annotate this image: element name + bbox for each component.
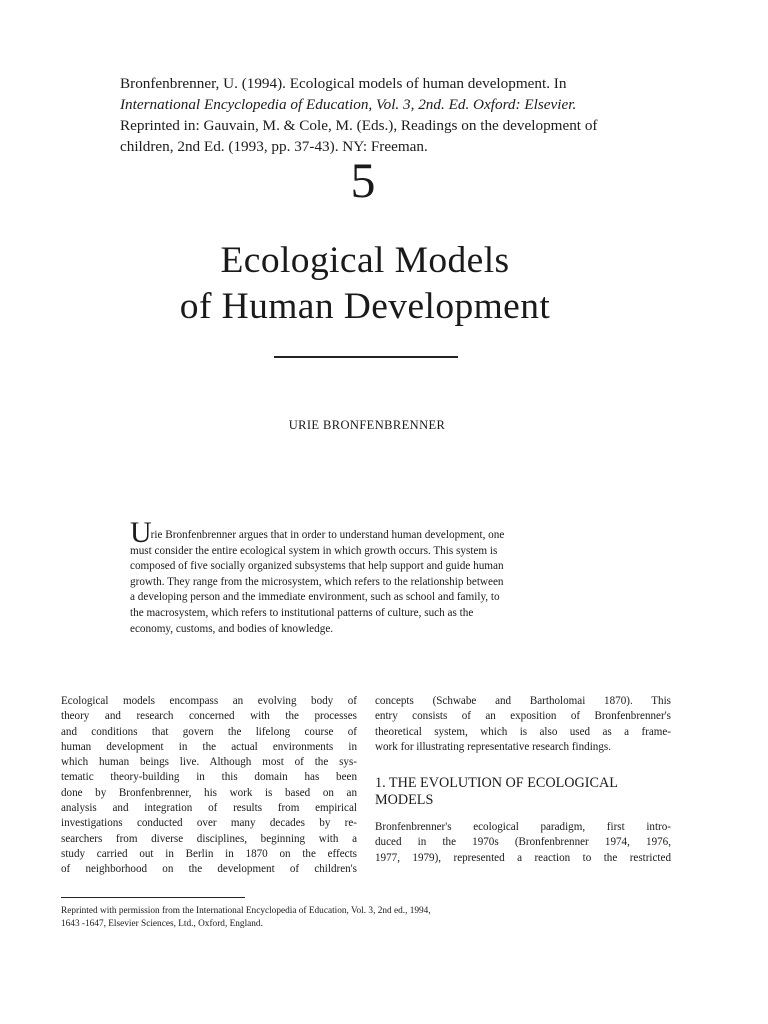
chapter-title bbox=[0, 238, 730, 330]
footnote-line-2: 1643 -1647, Elsevier Sciences, Ltd., Oxford, England. bbox=[61, 918, 263, 929]
body-line: duced in the 1970s (Bronfenbrenner 1974, 1976, bbox=[375, 836, 671, 849]
body-line: concepts (Schwabe and Bartholomai 1870). This bbox=[375, 695, 671, 707]
body-line: theory and research concerned with the processes bbox=[61, 710, 357, 723]
citation-line: children, 2nd Ed. (1993, pp. 37-43). NY: Freeman. bbox=[120, 138, 428, 155]
body-line: study carried out in Berlin in 1870 on the effects bbox=[61, 847, 357, 860]
body-line: entry consists of an exposition of Bronfenbrenner's bbox=[375, 710, 671, 723]
body-line: Bronfenbrenner's ecological paradigm, first intro- bbox=[375, 821, 671, 834]
body-line: Ecological models encompass an evolving body of bbox=[61, 695, 357, 707]
abstract-line-text: rie Bronfenbrenner argues that in order to understand human development, one bbox=[150, 529, 505, 541]
body-line: investigations conducted over many decades by re- bbox=[61, 817, 357, 830]
abstract bbox=[130, 516, 590, 637]
body-line: which human beings live. Although most of the sys- bbox=[61, 756, 357, 769]
body-line: done by Bronfenbrenner, his work is based on an bbox=[61, 786, 357, 799]
citation-line bbox=[120, 94, 700, 115]
body-right-column bbox=[375, 694, 671, 866]
chapter-title-line-2: of Human Development bbox=[179, 286, 551, 327]
citation-line: Reprinted in: Gauvain, M. & Cole, M. (Eds.), Readings on the development of bbox=[120, 117, 598, 134]
abstract-line: composed of five socially organized subsystems that help support and guide human bbox=[130, 560, 504, 573]
section-heading-line-1: 1. THE EVOLUTION OF ECOLOGICAL bbox=[375, 775, 618, 792]
body-line: tematic theory-building in this domain has been bbox=[61, 771, 357, 784]
abstract-line: must consider the entire ecological system in which growth occurs. This system is bbox=[130, 544, 498, 557]
section-heading-line-2: MODELS bbox=[375, 791, 434, 808]
abstract-line bbox=[130, 516, 590, 549]
body-line: work for illustrating representative research findings. bbox=[375, 740, 611, 753]
body-left-column bbox=[61, 694, 357, 878]
body-line: human development in the actual environments in bbox=[61, 740, 357, 753]
citation-block bbox=[120, 73, 700, 157]
citation-line-text: International Encyclopedia of Education, Vol. 3, 2nd. Ed. Oxford: Elsevier. bbox=[120, 96, 577, 113]
footnote bbox=[61, 905, 561, 930]
chapter-number: 5 bbox=[350, 152, 376, 208]
footnote-line-1: Reprinted with permission from the International Encyclopedia of Education, Vol. 3, 2nd ed., 1994, bbox=[61, 906, 431, 916]
abstract-line: growth. They range from the microsystem, which refers to the relationship between bbox=[130, 575, 504, 588]
section-heading bbox=[375, 775, 671, 808]
body-line: 1977, 1979), represented a reaction to the restricted bbox=[375, 851, 671, 864]
body-line: searchers from diverse disciplines, beginning with a bbox=[61, 832, 357, 845]
author-name: URIE BRONFENBRENNER bbox=[288, 418, 446, 432]
abstract-line: a developing person and the immediate environment, such as school and family, to bbox=[130, 591, 500, 604]
body-line: and conditions that govern the lifelong course of bbox=[61, 725, 357, 738]
abstract-line: economy, customs, and bodies of knowledge. bbox=[130, 622, 334, 635]
citation-line: Bronfenbrenner, U. (1994). Ecological models of human development. In bbox=[120, 75, 567, 92]
abstract-line: the macrosystem, which refers to institutional patterns of culture, such as the bbox=[130, 606, 474, 619]
body-line: of neighborhood on the development of children's bbox=[61, 863, 357, 876]
title-divider bbox=[274, 356, 458, 358]
chapter-title-line-1: Ecological Models bbox=[220, 240, 510, 281]
footnote-divider bbox=[61, 897, 245, 898]
body-line: theoretical system, which is also used as a frame- bbox=[375, 725, 671, 738]
body-line: analysis and integration of results from empirical bbox=[61, 802, 357, 815]
drop-cap: U bbox=[130, 516, 152, 549]
